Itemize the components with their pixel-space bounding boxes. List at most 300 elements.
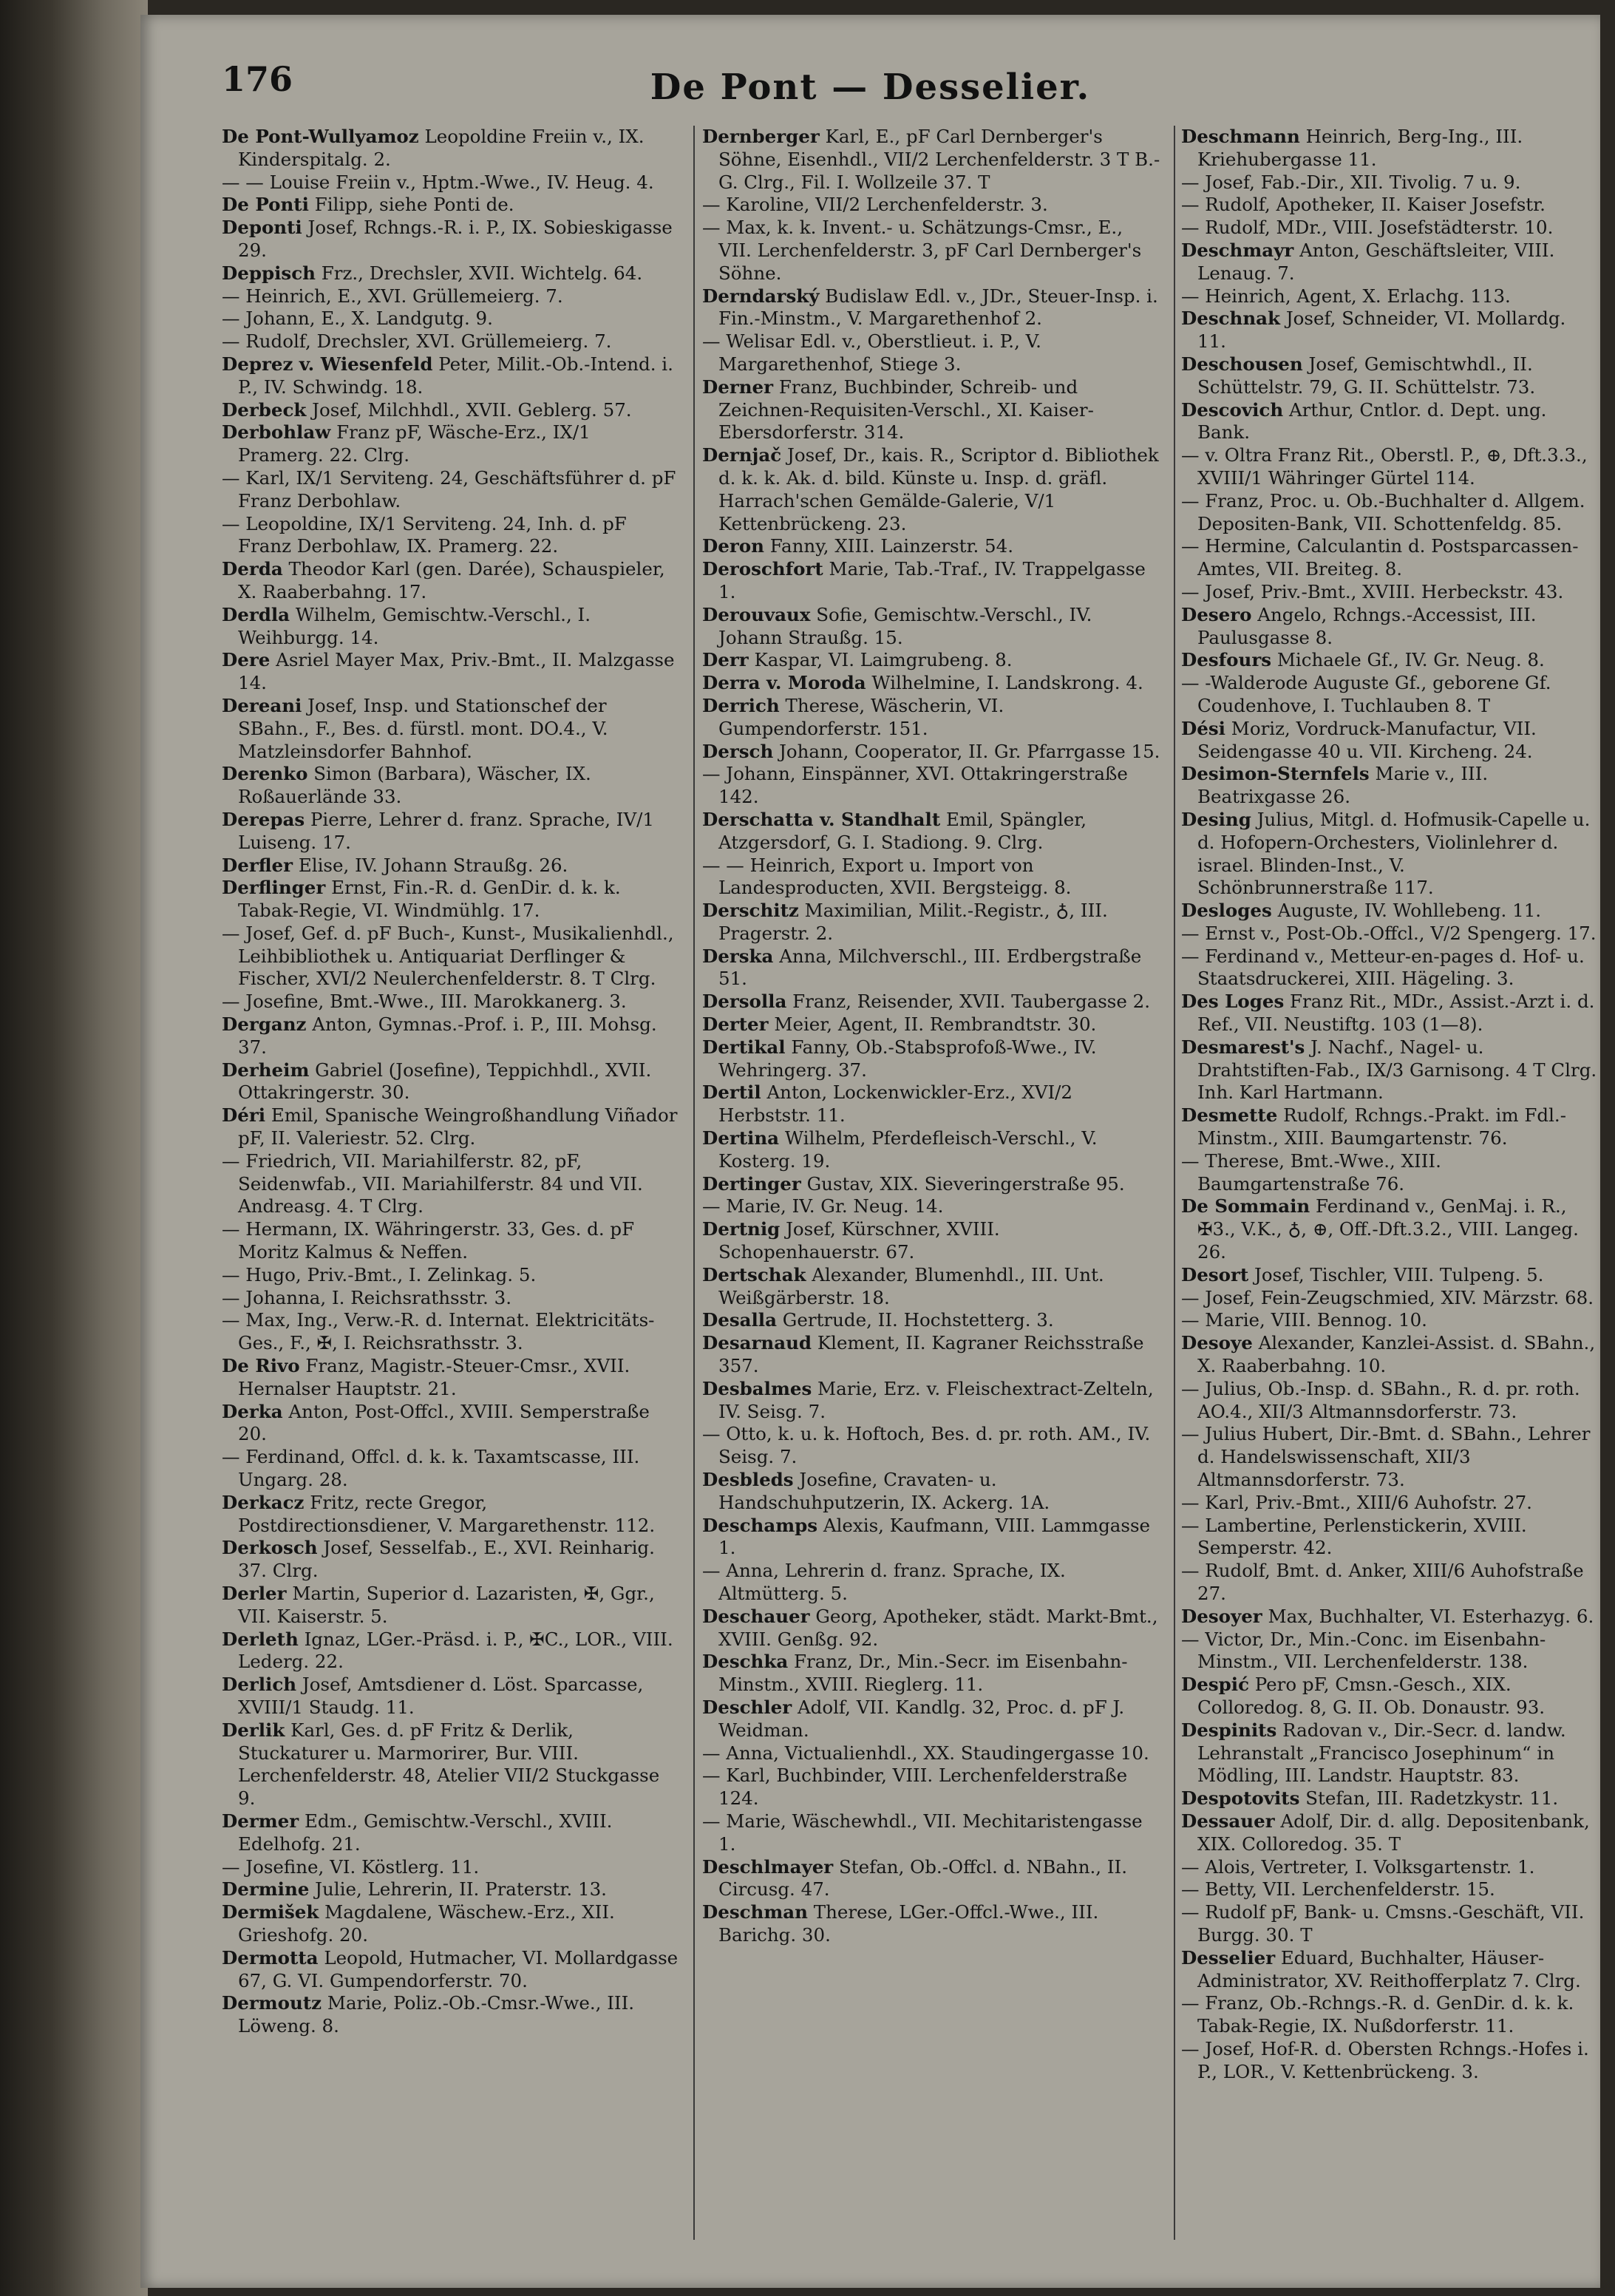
entry-details: Anna, Milchverschl., III. Erdbergstraße 51. [718,945,1142,990]
column-3 [1181,126,1600,2269]
directory-entry [1181,1309,1600,1332]
entry-details: Josef, Schneider, VI. Mollardg. 11. [1197,308,1566,353]
entry-surname: Dere [222,649,271,671]
entry-surname: Desselier [1181,1946,1276,1969]
entry-details: Auguste, IV. Wohllebeng. 11. [1277,900,1542,922]
entry-details: Alexander, Kanzlei-Assist. d. SBahn., X. Raaberbahng. 10. [1197,1332,1596,1377]
entry-details: Anton, Post-Offcl., XVIII. Semperstraße 20. [238,1400,650,1445]
entry-details: Franz, Reisender, XVII. Taubergasse 2. [792,991,1151,1013]
entry-details: — Josef, Fab.-Dir., XII. Tivolig. 7 u. 9. [1181,171,1521,193]
directory-entry [1181,581,1600,604]
entry-surname: Desort [1181,1263,1249,1285]
directory-entry [222,763,680,809]
directory-entry [702,285,1160,331]
entry-details: — Victor, Dr., Min.-Conc. im Eisenbahn-Minstm., VII. Lerchenfelderstr. 138. [1181,1628,1546,1673]
entry-details: Alexander, Blumenhdl., III. Unt. Weißgärberstr. 18. [718,1263,1104,1308]
directory-entry [222,1492,680,1538]
entry-surname: Deschka [702,1651,789,1673]
directory-entry [702,217,1160,285]
entry-details: — Hugo, Priv.-Bmt., I. Zelinkag. 5. [222,1263,537,1285]
running-head: De Pont — Desselier. [650,67,1091,108]
entry-details: — Josef, Priv.-Bmt., XVIII. Herbeckstr. 43. [1181,580,1564,602]
entry-surname: De Ponti [222,194,309,216]
entry-details: Wilhelmine, I. Landskrong. 4. [871,672,1143,694]
directory-entry [222,1719,680,1810]
directory-entry [702,1081,1160,1127]
entry-details: Wilhelm, Gemischtw.-Verschl., I. Weihburgg. 14. [238,603,591,648]
directory-entry [222,285,680,308]
entry-details: — — Heinrich, Export u. Import von Landesproducten, XVII. Bergsteigg. 8. [702,854,1072,899]
directory-entry [222,809,680,855]
entry-details: — Ferdinand v., Metteur-en-pages d. Hof- u. Staatsdruckerei, XIII. Hägeling. 3. [1181,945,1585,990]
entry-details: Elise, IV. Johann Straußg. 26. [298,854,568,876]
entry-surname: Despotovits [1181,1787,1300,1810]
entry-details: — Heinrich, Agent, X. Erlachg. 113. [1181,285,1511,307]
entry-details: — Max, Ing., Verw.-R. d. Internat. Elektricitäts-Ges., F., ✠, I. Reichsrathsstr. 3. [222,1309,655,1354]
entry-surname: Derra v. Moroda [702,672,866,694]
entry-surname: Dertinger [702,1172,801,1195]
entry-surname: Derda [222,558,283,580]
directory-entry [222,1537,680,1583]
directory-entry [702,1378,1160,1424]
entry-details: Anton, Lockenwickler-Erz., XVI/2 Herbststr. 11. [718,1081,1072,1127]
entry-details: Adolf, VII. Kandlg. 32, Proc. d. pF J. Weidman. [718,1696,1125,1741]
directory-entry [702,1218,1160,1264]
directory-entry [702,1696,1160,1742]
entry-surname: Derr [702,649,749,671]
entry-surname: Derbohlaw [222,421,331,444]
directory-entry [222,1583,680,1628]
entry-details: Fritz, recte Gregor, Postdirectionsdiener, V. Margarethenstr. 112. [238,1491,656,1536]
entry-surname: Deschlmayer [702,1855,834,1878]
directory-entry [1181,1287,1600,1310]
entry-details: Josef, Gemischtwhdl., II. Schüttelstr. 79, G. II. Schüttelstr. 73. [1197,353,1536,398]
directory-entry [702,945,1160,991]
entry-details: Arthur, Cntlor. d. Dept. ung. Bank. [1197,398,1547,444]
directory-entry [222,330,680,353]
directory-entry [702,855,1160,900]
entry-details: — Lambertine, Perlenstickerin, XVIII. Semperstr. 42. [1181,1514,1527,1559]
entry-surname: Deschman [702,1901,808,1923]
directory-entry [222,399,680,422]
directory-entry [222,217,680,262]
directory-entry [702,376,1160,444]
entry-surname: Desfours [1181,649,1272,671]
entry-surname: Derka [222,1400,283,1422]
entry-details: — Rudolf, Apotheker, II. Kaiser Josefstr. [1181,194,1546,216]
entry-surname: Derska [702,945,774,967]
entry-details: Stefan, Ob.-Offcl. d. NBahn., II. Circusg. 47. [718,1855,1127,1901]
directory-entry [1181,1719,1600,1787]
entry-surname: Derganz [222,1013,307,1036]
entry-surname: Dernberger [702,126,820,147]
entry-details: Josef, Dr., kais. R., Scriptor d. Bibliothek d. k. k. Ak. d. bild. Künste u. Insp. d. gräfl. Harrach'schen Gemälde-Galerie, V/1 Kettenbrückeng. 23. [718,444,1159,534]
entry-details: — Julius Hubert, Dir.-Bmt. d. SBahn., Lehrer d. Handelswissenschaft, XII/3 Altmannsdorferstr. 73. [1181,1423,1591,1491]
directory-entry [702,900,1160,945]
entry-surname: Descovich [1181,398,1284,421]
entry-details: — Heinrich, E., XVI. Grüllemeierg. 7. [222,285,563,307]
column-rule [693,126,695,2240]
entry-surname: Derleth [222,1628,299,1650]
entry-details: Emil, Spanische Weingroßhandlung Viñador pF, II. Valeriestr. 52. Clrg. [238,1104,678,1149]
entry-surname: Despinits [1181,1719,1277,1741]
entry-details: Josef, Sesselfab., E., XVI. Reinharig. 37. Clrg. [238,1537,655,1582]
directory-entry [702,1901,1160,1947]
column-2 [702,126,1160,2269]
entry-details: — Welisar Edl. v., Oberstlieut. i. P., V. Margarethenhof, Stiege 3. [702,330,1041,375]
directory-entry [702,672,1160,695]
directory-entry [702,1195,1160,1218]
directory-entry [1181,1856,1600,1879]
entry-details: — Rudolf pF, Bank- u. Cmsns.-Geschäft, VII. Burgg. 30. T [1181,1901,1585,1946]
directory-entry [222,877,680,923]
directory-entry [1181,1150,1600,1196]
directory-entry [1181,240,1600,285]
entry-details: Marie, Poliz.-Ob.-Cmsr.-Wwe., III. Löweng. 8. [238,1992,635,2037]
directory-entry [1181,308,1600,353]
directory-entry [222,1947,680,1993]
directory-entry [702,194,1160,217]
directory-entry [222,1674,680,1719]
entry-surname: Desloges [1181,900,1272,922]
directory-entry [702,1765,1160,1810]
entry-surname: Despić [1181,1674,1249,1696]
directory-entry [1181,1992,1600,2038]
directory-entry [222,171,680,194]
entry-surname: Desmarest's [1181,1036,1305,1058]
entry-surname: Deschmann [1181,126,1300,147]
entry-details: Therese, LGer.-Offcl.-Wwe., III. Barichg. 30. [718,1901,1099,1946]
directory-entry [702,1606,1160,1651]
directory-entry [702,1127,1160,1173]
entry-details: — v. Oltra Franz Rit., Oberstl. P., ⊕, Dft.3.3., XVIII/1 Währinger Gürtel 114. [1181,444,1588,489]
entry-surname: Dermer [222,1810,299,1832]
entry-surname: Derouvaux [702,603,811,625]
entry-details: — Max, k. k. Invent.- u. Schätzungs-Cmsr., E., VII. Lerchenfelderstr. 3, pF Carl Dernberger's Söhne. [702,217,1142,284]
directory-entry [222,1628,680,1674]
directory-entry [222,262,680,285]
entry-details: — Karl, Buchbinder, VIII. Lerchenfelderstraße 124. [702,1765,1128,1810]
directory-entry [222,855,680,877]
entry-details: Anton, Geschäftsleiter, VIII. Lenaug. 7. [1197,239,1555,284]
entry-details: Wilhelm, Pferdefleisch-Verschl., V. Kosterg. 19. [718,1127,1098,1172]
entry-surname: Dersch [702,740,774,762]
directory-entry [1181,1515,1600,1560]
entry-details: — Franz, Proc. u. Ob.-Buchhalter d. Allgem. Depositen-Bank, VII. Schottenfeldg. 85. [1181,489,1585,534]
directory-entry [222,558,680,604]
directory-entry [1181,490,1600,536]
directory-entry [1181,171,1600,194]
directory-entry [1181,217,1600,240]
entry-surname: Derner [702,376,774,398]
directory-entry [1181,353,1600,399]
directory-entry [702,1856,1160,1902]
directory-entry [222,1104,680,1150]
entry-surname: Derheim [222,1059,310,1081]
entry-details: Alexis, Kaufmann, VIII. Lammgasse 1. [718,1514,1151,1559]
entry-details: Julie, Lehrerin, II. Praterstr. 13. [315,1878,607,1901]
entry-surname: Derlich [222,1674,297,1696]
entry-surname: Desbalmes [702,1377,812,1399]
entry-surname: Derflinger [222,877,326,899]
directory-entry [222,1401,680,1447]
directory-entry [702,1651,1160,1696]
entry-surname: Dertikal [702,1036,786,1058]
page-number: 176 [222,59,293,99]
directory-entry [222,1287,680,1310]
entry-details: Josef, Milchhdl., XVII. Geblerg. 57. [312,398,632,421]
directory-entry [702,126,1160,194]
entry-details: — Karoline, VII/2 Lerchenfelderstr. 3. [702,194,1048,216]
entry-surname: Deppisch [222,262,316,284]
entry-details: Magdalene, Wäschew.-Erz., XII. Grieshofg. 20. [238,1901,615,1946]
directory-entry [1181,763,1600,809]
directory-entry [1181,444,1600,490]
entry-details: Marie, Tab.-Traf., IV. Trappelgasse 1. [718,558,1146,602]
directory-entry [222,421,680,467]
entry-surname: Derenko [222,763,308,785]
entry-surname: Desarnaud [702,1332,812,1354]
directory-entry [702,1742,1160,1765]
entry-details: — Anna, Lehrerin d. franz. Sprache, IX. Altmütterg. 5. [702,1560,1066,1604]
directory-entry [702,1423,1160,1469]
entry-details: Adolf, Dir. d. allg. Depositenbank, XIX. Colloredog. 35. T [1197,1810,1590,1855]
entry-surname: Desing [1181,808,1251,830]
directory-entry [1181,900,1600,923]
entry-surname: Derschitz [702,900,799,922]
entry-surname: De Pont-Wullyamoz [222,126,419,147]
entry-details: Max, Buchhalter, VI. Esterhazyg. 6. [1268,1605,1594,1627]
entry-surname: Deschauer [702,1605,810,1627]
directory-entry [702,1332,1160,1378]
entry-details: Sofie, Gemischtw.-Verschl., IV. Johann Straußg. 15. [718,603,1092,648]
directory-entry [1181,1036,1600,1104]
entry-surname: Dermoutz [222,1992,322,2014]
directory-entry [222,604,680,650]
entry-details: Radovan v., Dir.-Secr. d. landw. Lehranstalt „Francisco Josephinum“ in Mödling, III. Landstr. Hauptstr. 83. [1197,1719,1566,1787]
entry-surname: Desoyer [1181,1605,1262,1627]
directory-entry [222,467,680,513]
entry-surname: Dertina [702,1127,780,1149]
entry-surname: Deschousen [1181,353,1303,375]
directory-entry [1181,923,1600,945]
directory-entry [1181,1674,1600,1719]
entry-details: — Rudolf, Bmt. d. Anker, XIII/6 Auhofstraße 27. [1181,1560,1584,1604]
entry-details: Josefine, Cravaten- u. Handschuhputzerin, IX. Ackerg. 1A. [718,1469,1050,1513]
directory-entry [222,923,680,991]
entry-details: Gabriel (Josefine), Teppichhdl., XVII. Ottakringerstr. 30. [238,1059,652,1104]
entry-details: — Leopoldine, IX/1 Serviteng. 24, Inh. d. pF Franz Derbohlaw, IX. Pramerg. 22. [222,512,627,557]
directory-entry [702,991,1160,1013]
directory-entry [1181,399,1600,445]
entry-surname: Derter [702,1013,769,1036]
entry-surname: Derkacz [222,1491,305,1513]
directory-entry [702,558,1160,604]
directory-entry [1181,1195,1600,1263]
directory-entry [702,535,1160,558]
directory-entry [1181,1947,1600,1993]
directory-entry [702,1560,1160,1606]
directory-entry [1181,126,1600,171]
entry-surname: Dermotta [222,1946,319,1969]
entry-surname: Desoye [1181,1332,1253,1354]
entry-details: — — Louise Freiin v., Hptm.-Wwe., IV. Heug. 4. [222,171,654,193]
entry-details: Maximilian, Milit.-Registr., ♁, III. Pragerstr. 2. [718,900,1108,944]
entry-surname: Desimon-Sternfels [1181,763,1370,785]
directory-entry [1181,945,1600,991]
directory-entry [222,1013,680,1059]
directory-entry [222,1309,680,1355]
directory-entry [222,1878,680,1901]
directory-entry [222,513,680,559]
entry-details: — Johann, Einspänner, XVI. Ottakringerstraße 142. [702,763,1128,808]
entry-details: Leopold, Hutmacher, VI. Mollardgasse 67, G. VI. Gumpendorferstr. 70. [238,1946,679,1991]
directory-entry [222,991,680,1013]
directory-entry [222,1810,680,1856]
entry-surname: Des Loges [1181,991,1285,1013]
entry-details: Josef, Insp. und Stationschef der SBahn., F., Bes. d. fürstl. mont. DO.4., V. Matzleinsdorfer Bahnhof. [238,694,608,762]
directory-entry [222,1856,680,1879]
entry-details: — Friedrich, VII. Mariahilferstr. 82, pF, Seidenwfab., VII. Mariahilferstr. 84 und VII. Andreasg. 4. T Clrg. [222,1149,643,1217]
entry-details: Fanny, XIII. Lainzerstr. 54. [769,535,1014,557]
entry-surname: Desero [1181,603,1252,625]
entry-details: — Betty, VII. Lerchenfelderstr. 15. [1181,1878,1495,1901]
directory-entry [702,1036,1160,1082]
entry-details: Josef, Tischler, VIII. Tulpeng. 5. [1254,1263,1544,1285]
entry-surname: Derlik [222,1719,285,1741]
column-1 [222,126,680,2269]
directory-entry [1181,194,1600,217]
column-rule [1174,126,1175,2240]
entry-surname: Deschler [702,1696,792,1718]
directory-entry [1181,649,1600,672]
entry-details: J. Nachf., Nagel- u. Drahtstiften-Fab., IX/3 Garnisong. 4 T Clrg. Inh. Karl Hartmann. [1197,1036,1597,1104]
entry-surname: Dermišek [222,1901,319,1923]
directory-entry [222,308,680,330]
entry-details: Frz., Drechsler, XVII. Wichtelg. 64. [321,262,643,284]
directory-entry [1181,1810,1600,1856]
entry-details: Peter, Milit.-Ob.-Intend. i. P., IV. Schwindg. 18. [238,353,673,398]
directory-entry [702,1810,1160,1856]
entry-details: — Rudolf, Drechsler, XVI. Grüllemeierg. 7. [222,330,612,353]
entry-details: Angelo, Rchngs.-Accessist, III. Paulusgasse 8. [1197,603,1537,648]
entry-surname: Deron [702,535,764,557]
entry-details: Ignaz, LGer.-Präsd. i. P., ✠C., LOR., VIII. Lederg. 22. [238,1628,673,1673]
entry-surname: Desmette [1181,1104,1278,1127]
directory-entry [1181,285,1600,308]
directory-entry [702,1173,1160,1196]
directory-entry [702,763,1160,809]
directory-entry [1181,535,1600,581]
directory-entry [702,444,1160,535]
entry-details: — Hermine, Calculantin d. Postsparcassen-Amtes, VII. Breiteg. 8. [1181,535,1579,580]
entry-details: — Ferdinand, Offcl. d. k. k. Taxamtscasse, III. Ungarg. 28. [222,1446,640,1491]
entry-details: — Josef, Gef. d. pF Buch-, Kunst-, Musikalienhdl., Leihbibliothek u. Antiquariat Derflinger & Fischer, XVI/2 Neulerchenfelderstr. 8. T Clrg. [222,922,674,990]
entry-surname: Dertil [702,1081,761,1104]
entry-details: Karl, Ges. d. pF Fritz & Derlik, Stuckaturer u. Marmorirer, Bur. VIII. Lerchenfelderstr. 48, Atelier VII/2 Stuckgasse 9. [238,1719,660,1810]
directory-entry [1181,1787,1600,1810]
entry-surname: Deroschfort [702,558,823,580]
entry-surname: Déri [222,1104,266,1127]
directory-entry [1181,1423,1600,1491]
entry-details: Josef, Kürschner, XVIII. Schopenhauerstr. 67. [718,1218,1000,1263]
entry-surname: Dertnig [702,1218,781,1240]
entry-details: — Alois, Vertreter, I. Volksgartenstr. 1. [1181,1855,1535,1878]
directory-entry [1181,1878,1600,1901]
directory-entry [702,649,1160,672]
directory-entry [1181,1901,1600,1947]
entry-surname: De Rivo [222,1355,300,1377]
entry-surname: Deschnak [1181,308,1281,330]
directory-entry [1181,1560,1600,1606]
entry-surname: Deponti [222,217,302,239]
entry-details: — Marie, Wäschewhdl., VII. Mechitaristengasse 1. [702,1810,1143,1855]
entry-details: Gertrude, II. Hochstetterg. 3. [782,1309,1054,1331]
entry-surname: Dési [1181,717,1225,739]
entry-details: Franz, Buchbinder, Schreib- und Zeichnen-Requisiten-Verschl., XI. Kaiser-Ebersdorferstr. 314. [718,376,1094,444]
directory-entry [222,1059,680,1105]
entry-details: Filipp, siehe Ponti de. [314,194,514,216]
entry-details: Franz pF, Wäsche-Erz., IX/1 Pramerg. 22. Clrg. [238,421,591,466]
page-edge [0,0,148,2296]
directory-entry [222,695,680,763]
directory-page [140,15,1600,2288]
entry-details: Kaspar, VI. Laimgrubeng. 8. [754,649,1013,671]
directory-entry [222,1901,680,1947]
directory-entry [1181,809,1600,900]
entry-details: Ernst, Fin.-R. d. GenDir. d. k. k. Tabak-Regie, VI. Windmühlg. 17. [238,877,621,922]
entry-details: Josef, Rchngs.-R. i. P., IX. Sobieskigasse 29. [238,217,673,261]
entry-details: Therese, Wäscherin, VI. Gumpendorferstr. 151. [718,694,1004,739]
directory-entry [702,1515,1160,1560]
directory-entry [222,1355,680,1401]
directory-entry [1181,1628,1600,1674]
directory-entry [222,1992,680,2038]
entry-details: Pierre, Lehrer d. franz. Sprache, IV/1 Luiseng. 17. [238,808,654,853]
entry-details: Martin, Superior d. Lazaristen, ✠, Ggr., VII. Kaiserstr. 5. [238,1583,655,1627]
entry-details: Anton, Gymnas.-Prof. i. P., III. Mohsg. 37. [238,1013,657,1058]
directory-entry [1181,1606,1600,1628]
directory-entry [1181,2038,1600,2084]
entry-details: Franz Rit., MDr., Assist.-Arzt i. d. Ref., VII. Neustiftg. 103 (1—8). [1197,991,1595,1036]
directory-entry [1181,604,1600,650]
entry-details: Heinrich, Berg-Ing., III. Kriehubergasse 11. [1197,126,1523,170]
directory-entry [702,330,1160,376]
directory-entry [222,1150,680,1218]
entry-details: Marie v., III. Beatrixgasse 26. [1197,763,1489,808]
directory-entry [702,741,1160,764]
directory-entry [222,1264,680,1287]
entry-details: — Marie, IV. Gr. Neug. 14. [702,1195,944,1217]
entry-details: Budislaw Edl. v., JDr., Steuer-Insp. i. Fin.-Minstm., V. Margarethenhof 2. [718,285,1158,330]
entry-details: Stefan, III. Radetzkystr. 11. [1305,1787,1559,1810]
entry-surname: Derbeck [222,398,307,421]
entry-surname: Derkosch [222,1537,318,1559]
entry-details: Georg, Apotheker, städt. Markt-Bmt., XVIII. Genßg. 92. [718,1605,1158,1650]
directory-entry [1181,1492,1600,1515]
entry-details: Johann, Cooperator, II. Gr. Pfarrgasse 15. [779,740,1160,762]
entry-details: Edm., Gemischtw.-Verschl., XVIII. Edelhofg. 21. [238,1810,613,1855]
entry-details: — Karl, IX/1 Serviteng. 24, Geschäftsführer d. pF Franz Derbohlaw. [222,466,676,512]
entry-details: Julius, Mitgl. d. Hofmusik-Capelle u. d. Hofopern-Orchesters, Violinlehrer d. israel. Blinden-Inst., V. Schönbrunnerstraße 117. [1197,808,1591,899]
directory-entry [222,126,680,171]
entry-details: Klement, II. Kagraner Reichsstraße 357. [718,1332,1144,1377]
entry-details: Rudolf, Rchngs.-Prakt. im Fdl.-Minstm., XIII. Baumgartenstr. 76. [1197,1104,1566,1149]
entry-details: Gustav, XIX. Sieveringerstraße 95. [806,1172,1125,1195]
entry-surname: Derepas [222,808,305,830]
entry-details: Meier, Agent, II. Rembrandtstr. 30. [774,1013,1097,1036]
entry-surname: Dertschak [702,1263,806,1285]
